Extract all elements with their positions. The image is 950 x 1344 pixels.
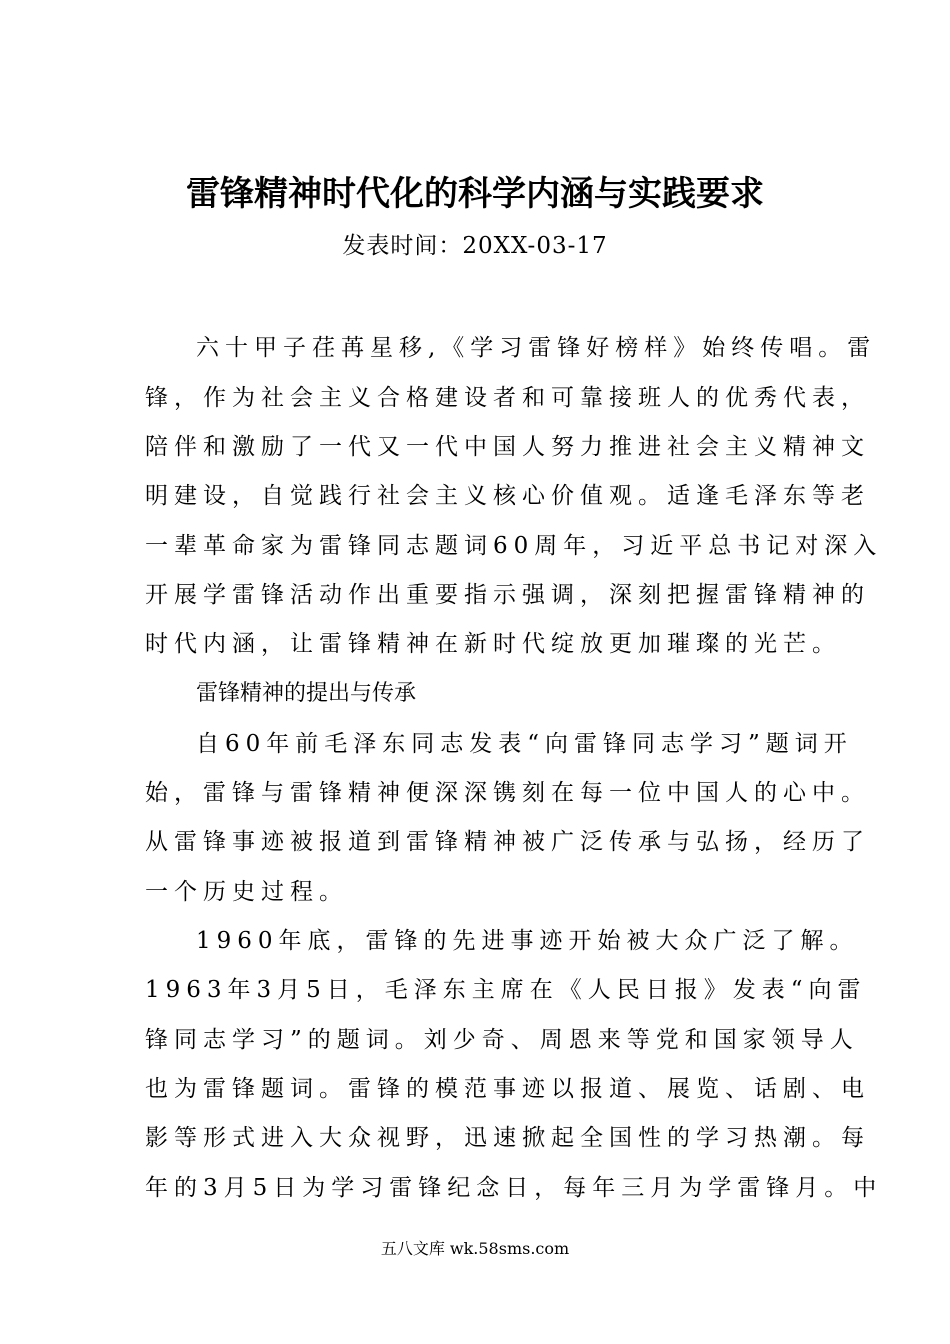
paragraph-line: 陪伴和激励了一代又一代中国人努力推进社会主义精神文: [145, 434, 870, 460]
paragraph-line: 锋同志学习”的题词。刘少奇、周恩来等党和国家领导人: [145, 1027, 859, 1053]
paragraph-line: 从雷锋事迹被报道到雷锋精神被广泛传承与弘扬，经历了: [145, 829, 870, 855]
paragraph-line: 影等形式进入大众视野，迅速掀起全国性的学习热潮。每: [145, 1125, 870, 1151]
paragraph-line: 时代内涵，让雷锋精神在新时代绽放更加璀璨的光芒。: [145, 631, 841, 657]
section-heading: 雷锋精神的提出与传承: [196, 681, 417, 706]
page-title: 雷锋精神时代化的科学内涵与实践要求: [186, 174, 764, 214]
paragraph-line: 始，雷锋与雷锋精神便深深镌刻在每一位中国人的心中。: [145, 780, 870, 806]
paragraph-line: 明建设，自觉践行社会主义核心价值观。适逢毛泽东等老: [145, 483, 870, 509]
paragraph-line: 一个历史过程。: [145, 879, 348, 905]
paragraph-line: 一辈革命家为雷锋同志题词60周年，习近平总书记对深入: [145, 533, 883, 559]
publish-date: 发表时间：20XX-03-17: [342, 233, 608, 259]
paragraph-line: 六十甲子荏苒星移,《学习雷锋好榜样》始终传唱。雷: [196, 335, 877, 361]
paragraph-line: 1963年3月5日，毛泽东主席在《人民日报》发表“向雷: [145, 977, 867, 1003]
paragraph-line: 开展学雷锋活动作出重要指示强调，深刻把握雷锋精神的: [145, 582, 870, 608]
paragraph-line: 年的3月5日为学习雷锋纪念日，每年三月为学雷锋月。中: [145, 1175, 883, 1201]
paragraph-line: 1960年底，雷锋的先进事迹开始被大众广泛了解。: [196, 928, 859, 954]
page-footer: 五八文库 wk.58sms.com: [380, 1239, 570, 1258]
paragraph-line: 也为雷锋题词。雷锋的模范事迹以报道、展览、话剧、电: [145, 1076, 870, 1102]
paragraph-line: 锋，作为社会主义合格建设者和可靠接班人的优秀代表，: [145, 385, 870, 411]
paragraph-line: 自60年前毛泽东同志发表“向雷锋同志学习”题词开: [196, 731, 853, 757]
